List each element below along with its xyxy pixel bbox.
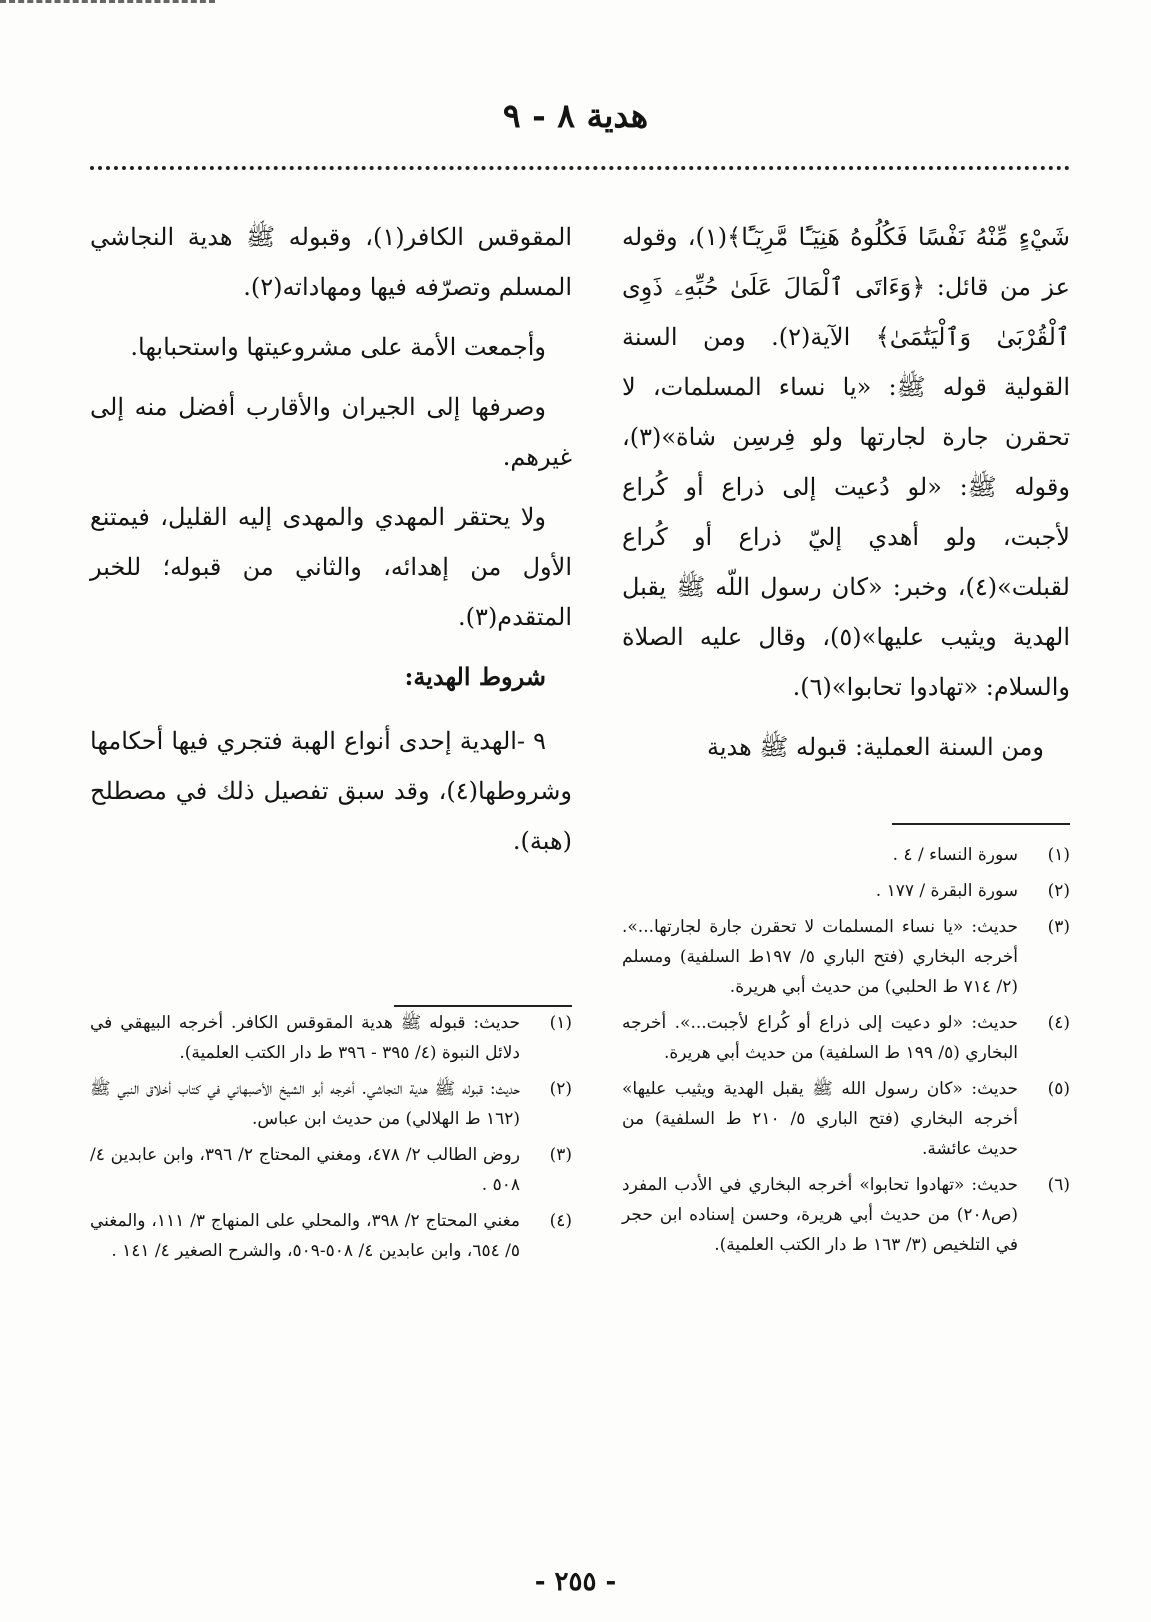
footnote-number: (٤) [1047, 1013, 1070, 1033]
footnote-number: (٤) [549, 1211, 572, 1231]
header-dotted-rule [90, 166, 1070, 170]
page-header-title: هدية ٨ - ٩ [502, 96, 649, 135]
footnotes-left [90, 1008, 572, 1272]
left-paragraph-4: ولا يحتقر المهدي والمهدى إليه القليل، فيمتنع الأول من إهدائه، والثاني من قبوله؛ للخبر المتقدم(٣). [90, 503, 572, 631]
footnote-item [90, 1206, 572, 1266]
footnote-text: حديث: «كان رسول الله ﷺ يقبل الهدية ويثيب عليها» أخرجه البخاري (فتح الباري ٥/ ٢١٠ ط السلفية) من حديث عائشة. [622, 1079, 1018, 1159]
footnote-text: سورة النساء / ٤ . [892, 845, 1018, 865]
left-column [90, 212, 572, 876]
footnote-item [622, 1170, 1070, 1260]
footnote-item [90, 1008, 572, 1068]
footnote-number: (١) [549, 1013, 572, 1033]
footnote-text: حديث: قبوله ﷺ هدية المقوقس الكافر. أخرجه البيهقي في دلائل النبوة (٤/ ٣٩٥ - ٣٩٦ ط دار الكتب العلمية). [90, 1013, 520, 1063]
footnote-item [622, 912, 1070, 1002]
footnote-number: (٢) [1047, 881, 1070, 901]
footnote-item [622, 1074, 1070, 1164]
footnote-text: حديث: قبوله ﷺ هدية النجاشي. أخرجه أبو الشيخ الأصبهاني في كتاب أخلاق النبي ﷺ (١٦٢ ط الهلالي) من حديث ابن عباس. [90, 1079, 520, 1129]
footnote-text: مغني المحتاج ٢/ ٣٩٨، والمحلي على المنهاج ٣/ ١١١، والمغني ٥/ ٦٥٤، وابن عابدين ٤/ ٥٠٨-٥٠٩، والشرح الصغير ٤/ ١٤١ . [90, 1211, 520, 1261]
footnote-number: (٦) [1047, 1175, 1070, 1195]
footnote-number: (٣) [1047, 917, 1070, 937]
footnotes-right [622, 840, 1070, 1266]
footnote-text: حديث: «لو دعيت إلى ذراع أو كُراع لأجبت...». أخرجه البخاري (٥/ ١٩٩ ط السلفية) من حديث أبي هريرة. [622, 1013, 1018, 1063]
right-paragraph-2: ومن السنة العملية: قبوله ﷺ هدية [706, 733, 1044, 761]
right-column [622, 212, 1070, 782]
footnote-item [90, 1140, 572, 1200]
footnote-item [622, 1008, 1070, 1068]
footnote-number: (١) [1047, 845, 1070, 865]
footnote-number: (٣) [549, 1145, 572, 1165]
footnote-item [90, 1074, 572, 1134]
footnote-item [622, 840, 1070, 870]
footnote-text: سورة البقرة / ١٧٧ . [875, 881, 1018, 901]
footnote-text: حديث: «تهادوا تحابوا» أخرجه البخاري في الأدب المفرد (ص٢٠٨) من حديث أبي هريرة، وحسن إسناده ابن حجر في التلخيص (٣/ ١٦٣ ط دار الكتب العلمية). [622, 1175, 1018, 1255]
left-paragraph-3: وصرفها إلى الجيران والأقارب أفضل منه إلى غيرهم. [90, 393, 572, 471]
page-number: - ٢٥٥ - [534, 1567, 617, 1597]
footnote-number: (٢) [549, 1079, 572, 1099]
footnote-separator-right [892, 823, 1070, 825]
footnote-separator-left [394, 1005, 572, 1007]
section-heading: شروط الهدية: [404, 662, 546, 691]
left-paragraph-2: وأجمعت الأمة على مشروعيتها واستحبابها. [130, 333, 546, 361]
footnote-item [622, 876, 1070, 906]
footnote-text: روض الطالب ٢/ ٤٧٨، ومغني المحتاج ٢/ ٣٩٦، وابن عابدين ٤/ ٥٠٨ . [90, 1145, 520, 1195]
section-paragraph: ٩ -الهدية إحدى أنواع الهبة فتجري فيها أحكامها وشروطها(٤)، وقد سبق تفصيل ذلك في مصطلح (هبة). [90, 727, 572, 855]
right-paragraph-1: شَيْءٍ مِّنْهُ نَفْسًا فَكُلُوهُ هَنِيٓـًٔا مَّرِيٓـًٔا﴾(١)، وقوله عز من قائل: ﴿وَءَاتَى ٱلْمَالَ عَلَىٰ حُبِّهِۦ ذَوِى ٱلْقُرْبَىٰ وَٱلْيَتَٰمَىٰ﴾ الآية(٢). ومن السنة القولية قوله ﷺ: «يا نساء المسلمات، لا تحقرن جارة لجارتها ولو فِرسِن شاة»(٣)، وقوله ﷺ: «لو دُعيت إلى ذراع أو كُراع لأجبت، ولو أهدي إليّ ذراع أو كُراع لقبلت»(٤)، وخبر: «كان رسول اللّه ﷺ يقبل الهدية ويثيب عليها»(٥)، وقال عليه الصلاة والسلام: «تهادوا تحابوا»(٦). [622, 223, 1070, 701]
scan-corner-marks [0, 0, 215, 11]
left-paragraph-1: المقوقس الكافر(١)، وقبوله ﷺ هدية النجاشي المسلم وتصرّفه فيها ومهاداته(٢). [90, 223, 573, 301]
footnote-text: حديث: «يا نساء المسلمات لا تحقرن جارة لجارتها...». أخرجه البخاري (فتح الباري ٥/ ١٩٧ط السلفية) ومسلم (٢/ ٧١٤ ط الحلبي) من حديث أبي هريرة. [622, 917, 1018, 997]
footnote-number: (٥) [1047, 1079, 1070, 1099]
